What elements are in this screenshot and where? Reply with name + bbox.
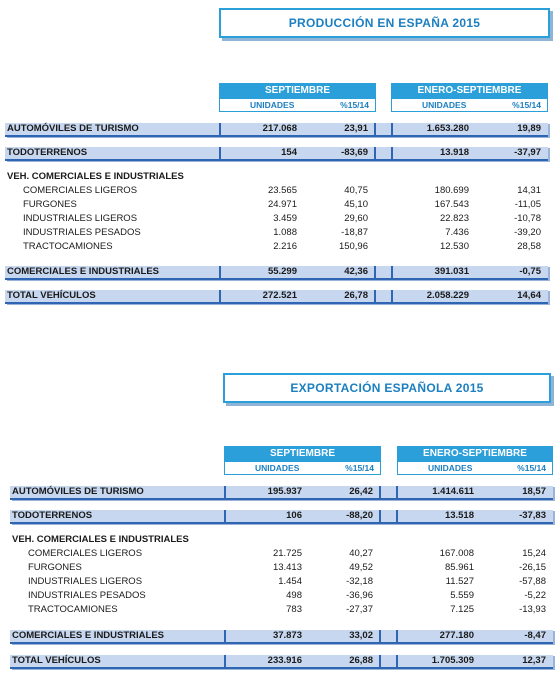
row-automoviles-turismo xyxy=(5,123,548,137)
period-header-septiembre: SEPTIEMBRE xyxy=(224,446,381,461)
sept-pct: 49,52 xyxy=(349,562,373,573)
ytd-pct: 14,64 xyxy=(517,290,541,301)
sept-units: 23.565 xyxy=(267,185,297,196)
sept-units: 195.937 xyxy=(267,486,302,497)
sept-units: 233.916 xyxy=(267,655,302,666)
sept-pct: -27,37 xyxy=(346,604,373,615)
column-divider xyxy=(391,147,393,161)
ytd-pct: 15,24 xyxy=(522,548,546,559)
row-todoterrenos xyxy=(10,510,553,524)
row-label: INDUSTRIALES PESADOS xyxy=(28,590,146,601)
ytd-units: 180.699 xyxy=(434,185,469,196)
col-pct-label: %15/14 xyxy=(340,100,369,110)
row-automoviles-turismo xyxy=(10,486,553,500)
period-subheader-enero-septiembre xyxy=(397,461,553,475)
row-label: TODOTERRENOS xyxy=(7,147,88,158)
col-units-label: UNIDADES xyxy=(250,100,295,110)
column-divider xyxy=(219,147,221,161)
sept-pct: 26,88 xyxy=(349,655,373,666)
sept-pct: 26,42 xyxy=(349,486,373,497)
col-pct-label: %15/14 xyxy=(345,463,374,473)
group-label-comerciales: VEH. COMERCIALES E INDUSTRIALES xyxy=(12,534,189,545)
ytd-units: 7.436 xyxy=(445,227,469,238)
sept-units: 1.088 xyxy=(273,227,297,238)
ytd-pct: -37,97 xyxy=(514,147,541,158)
ytd-units: 2.058.229 xyxy=(426,290,469,301)
period-subheader-septiembre xyxy=(219,98,376,112)
column-divider xyxy=(396,630,398,644)
row-comerciales-industriales xyxy=(5,266,548,280)
sept-pct: -83,69 xyxy=(341,147,368,158)
column-divider xyxy=(224,655,226,669)
ytd-units: 277.180 xyxy=(439,630,474,641)
ytd-units: 391.031 xyxy=(434,266,469,277)
sept-pct: -36,96 xyxy=(346,590,373,601)
row-label: TOTAL VEHÍCULOS xyxy=(7,290,96,301)
ytd-pct: -26,15 xyxy=(519,562,546,573)
ytd-pct: -57,88 xyxy=(519,576,546,587)
table-row xyxy=(10,548,553,562)
column-divider xyxy=(224,630,226,644)
ytd-units: 13.518 xyxy=(444,510,474,521)
ytd-units: 5.559 xyxy=(450,590,474,601)
col-units-label: UNIDADES xyxy=(255,463,300,473)
ytd-pct: -37,83 xyxy=(519,510,546,521)
row-label: AUTOMÓVILES DE TURISMO xyxy=(12,486,144,497)
sept-units: 783 xyxy=(286,604,302,615)
sept-units: 55.299 xyxy=(267,266,297,277)
ytd-pct: -10,78 xyxy=(514,213,541,224)
column-divider xyxy=(379,655,381,669)
sept-pct: 29,60 xyxy=(344,213,368,224)
period-header-enero-septiembre: ENERO-SEPTIEMBRE xyxy=(397,446,553,461)
col-pct-label: %15/14 xyxy=(512,100,541,110)
ytd-pct: 19,89 xyxy=(517,123,541,134)
row-label: COMERCIALES E INDUSTRIALES xyxy=(12,630,165,641)
row-label: INDUSTRIALES PESADOS xyxy=(23,227,141,238)
column-divider xyxy=(391,290,393,304)
sept-units: 37.873 xyxy=(272,630,302,641)
sept-pct: 150,96 xyxy=(338,241,368,252)
section-title xyxy=(223,373,551,403)
sept-pct: -32,18 xyxy=(346,576,373,587)
ytd-units: 12.530 xyxy=(439,241,469,252)
ytd-units: 85.961 xyxy=(444,562,474,573)
ytd-units: 7.125 xyxy=(450,604,474,615)
section-title-text: EXPORTACIÓN ESPAÑOLA 2015 xyxy=(290,381,484,395)
column-divider xyxy=(219,123,221,137)
sept-pct: 23,91 xyxy=(344,123,368,134)
row-total-vehiculos xyxy=(5,290,548,304)
table-row xyxy=(10,562,553,576)
ytd-pct: -13,93 xyxy=(519,604,546,615)
table-row xyxy=(5,185,548,199)
sept-units: 13.413 xyxy=(272,562,302,573)
row-total-vehiculos xyxy=(10,655,553,669)
col-pct-label: %15/14 xyxy=(517,463,546,473)
column-divider xyxy=(391,123,393,137)
row-label: AUTOMÓVILES DE TURISMO xyxy=(7,123,139,134)
section-title-text: PRODUCCIÓN EN ESPAÑA 2015 xyxy=(288,16,481,30)
column-divider xyxy=(224,510,226,524)
row-label: COMERCIALES LIGEROS xyxy=(23,185,138,196)
column-divider xyxy=(379,510,381,524)
ytd-pct: -0,75 xyxy=(519,266,541,277)
sept-pct: -18,87 xyxy=(341,227,368,238)
period-header-enero-septiembre: ENERO-SEPTIEMBRE xyxy=(391,83,548,98)
sept-pct: 40,75 xyxy=(344,185,368,196)
sept-units: 24.971 xyxy=(267,199,297,210)
row-label: TRACTOCAMIONES xyxy=(28,604,118,615)
export-section xyxy=(0,344,559,674)
period-subheader-enero-septiembre xyxy=(391,98,548,112)
column-divider xyxy=(219,266,221,280)
row-todoterrenos xyxy=(5,147,548,161)
sept-units: 217.068 xyxy=(262,123,297,134)
sept-units: 1.454 xyxy=(278,576,302,587)
table-row xyxy=(5,241,548,255)
sept-units: 272.521 xyxy=(262,290,297,301)
row-comerciales-industriales xyxy=(10,630,553,644)
table-row xyxy=(5,213,548,227)
sept-pct: 33,02 xyxy=(349,630,373,641)
column-divider xyxy=(219,290,221,304)
column-divider xyxy=(396,486,398,500)
table-row xyxy=(5,199,548,213)
column-divider xyxy=(379,630,381,644)
sept-units: 3.459 xyxy=(273,213,297,224)
column-divider xyxy=(374,123,376,137)
ytd-pct: -5,22 xyxy=(524,590,546,601)
sept-units: 2.216 xyxy=(273,241,297,252)
ytd-units: 22.823 xyxy=(439,213,469,224)
col-units-label: UNIDADES xyxy=(422,100,467,110)
sept-units: 106 xyxy=(286,510,302,521)
table-row xyxy=(10,590,553,604)
ytd-pct: 18,57 xyxy=(522,486,546,497)
sept-units: 154 xyxy=(281,147,297,158)
ytd-pct: -8,47 xyxy=(524,630,546,641)
column-divider xyxy=(396,510,398,524)
column-divider xyxy=(391,266,393,280)
ytd-units: 167.543 xyxy=(434,199,469,210)
period-subheader-septiembre xyxy=(224,461,381,475)
column-divider xyxy=(224,486,226,500)
ytd-pct: -39,20 xyxy=(514,227,541,238)
sept-pct: 40,27 xyxy=(349,548,373,559)
column-divider xyxy=(379,486,381,500)
row-label: INDUSTRIALES LIGEROS xyxy=(28,576,143,587)
row-label: COMERCIALES LIGEROS xyxy=(28,548,143,559)
row-label: TRACTOCAMIONES xyxy=(23,241,113,252)
row-label: COMERCIALES E INDUSTRIALES xyxy=(7,266,160,277)
table-row xyxy=(10,576,553,590)
sept-units: 21.725 xyxy=(272,548,302,559)
row-label: INDUSTRIALES LIGEROS xyxy=(23,213,138,224)
column-divider xyxy=(374,266,376,280)
row-label: FURGONES xyxy=(28,562,82,573)
sept-pct: 42,36 xyxy=(344,266,368,277)
row-label: FURGONES xyxy=(23,199,77,210)
column-divider xyxy=(396,655,398,669)
ytd-units: 13.918 xyxy=(439,147,469,158)
column-divider xyxy=(374,290,376,304)
col-units-label: UNIDADES xyxy=(428,463,473,473)
ytd-pct: 28,58 xyxy=(517,241,541,252)
ytd-pct: 12,37 xyxy=(522,655,546,666)
sept-units: 498 xyxy=(286,590,302,601)
sept-pct: -88,20 xyxy=(346,510,373,521)
sept-pct: 26,78 xyxy=(344,290,368,301)
ytd-units: 11.527 xyxy=(445,576,474,587)
sept-pct: 45,10 xyxy=(344,199,368,210)
section-title xyxy=(219,8,550,38)
ytd-units: 1.414.611 xyxy=(432,486,474,497)
row-label: TODOTERRENOS xyxy=(12,510,93,521)
column-divider xyxy=(374,147,376,161)
period-header-septiembre: SEPTIEMBRE xyxy=(219,83,376,98)
group-label-comerciales: VEH. COMERCIALES E INDUSTRIALES xyxy=(7,171,184,182)
ytd-units: 1.653.280 xyxy=(426,123,469,134)
ytd-units: 167.008 xyxy=(439,548,474,559)
ytd-pct: -11,05 xyxy=(514,199,541,210)
ytd-pct: 14,31 xyxy=(517,185,541,196)
table-row xyxy=(10,604,553,618)
production-section xyxy=(0,0,559,330)
ytd-units: 1.705.309 xyxy=(431,655,474,666)
row-label: TOTAL VEHÍCULOS xyxy=(12,655,101,666)
table-row xyxy=(5,227,548,241)
